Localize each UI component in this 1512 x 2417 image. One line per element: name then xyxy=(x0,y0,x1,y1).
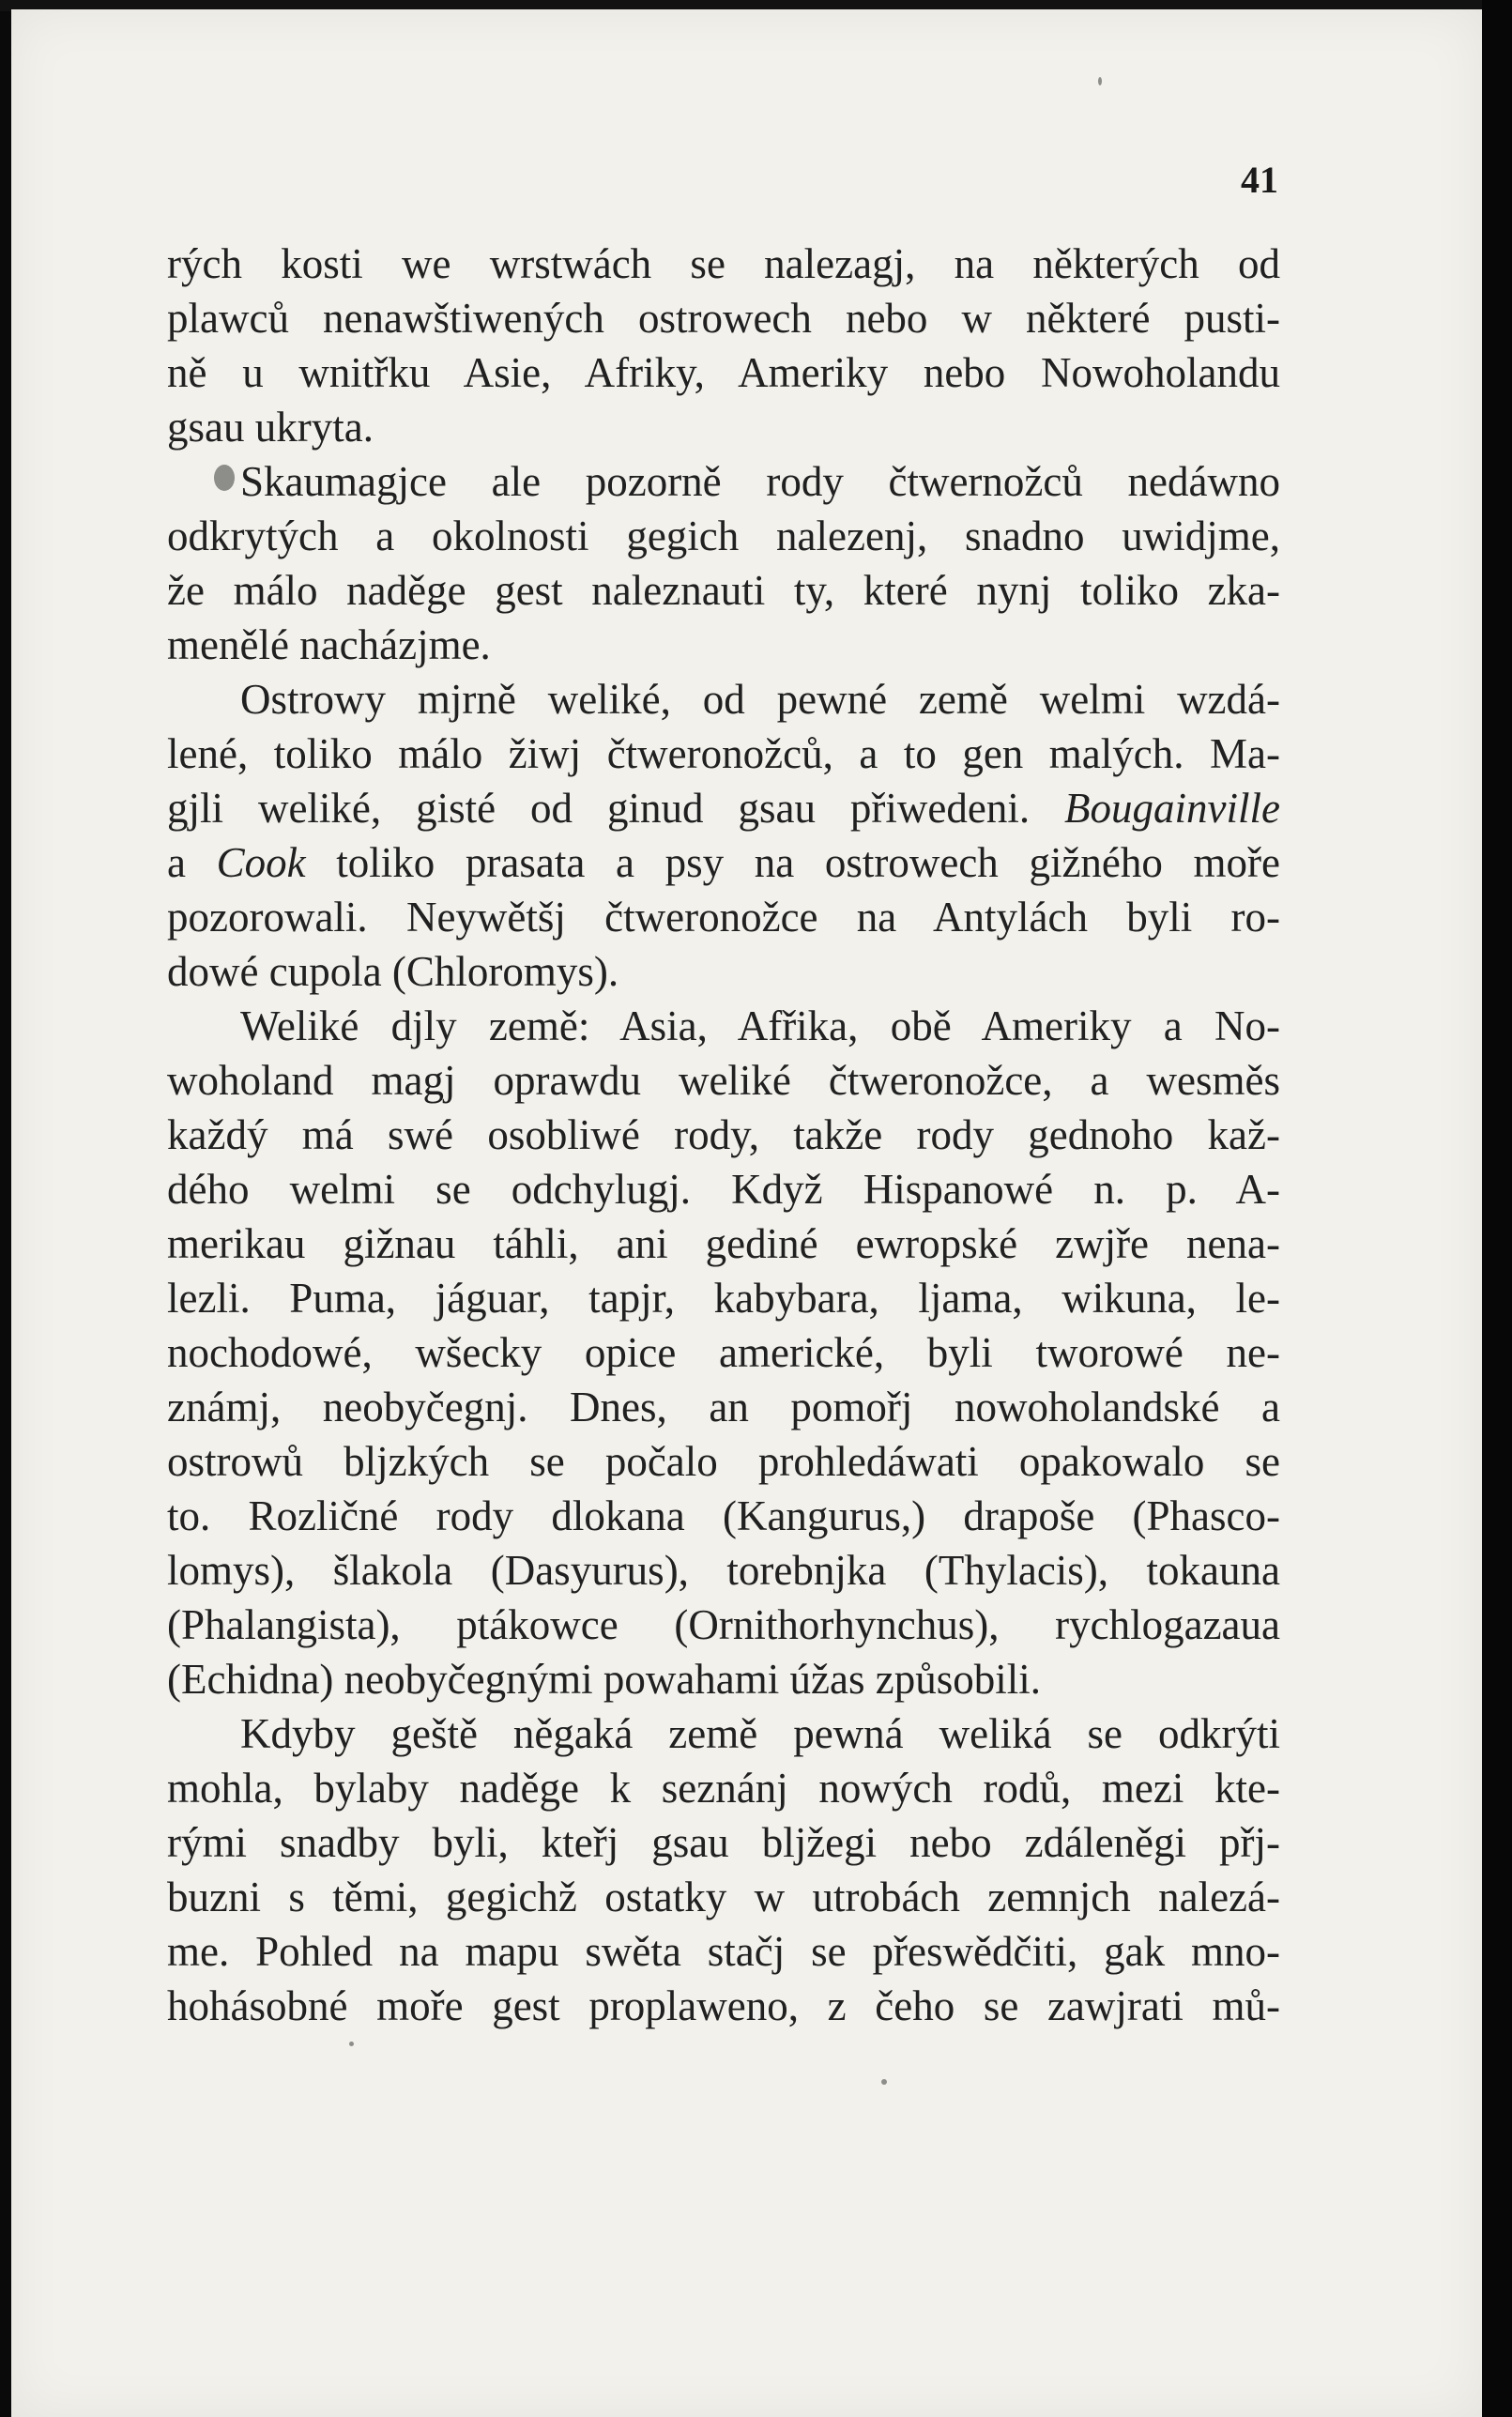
text-line: každý má swé osobliwé rody, takže rody gednoho kaž- xyxy=(167,1111,1280,1158)
paragraph-start-line: Kdyby geště něgaká země pewná weliká se odkrýti xyxy=(240,1710,1280,1757)
paragraph-start-line: Ostrowy mjrně weliké, od pewné země welmi wzdá- xyxy=(240,676,1280,723)
text-line: mohla, bylaby naděge k seznánj nowých rodů, mezi kte- xyxy=(167,1765,1280,1812)
page-number: 41 xyxy=(1241,159,1278,201)
text-line: lomys), šlakola (Dasyurus), torebnjka (Thylacis), tokauna xyxy=(167,1547,1280,1594)
text-line: známj, neobyčegnj. Dnes, an pomořj nowoholandské a xyxy=(167,1384,1280,1430)
text-line: nochodowé, wšecky opice americké, byli tworowé ne- xyxy=(167,1329,1280,1376)
text-line: ně u wnitřku Asie, Afriky, Ameriky nebo Nowoholandu xyxy=(167,349,1280,396)
text-line: woholand magj oprawdu weliké čtweronožce, a wesměs xyxy=(167,1057,1280,1104)
dust-speck xyxy=(881,2079,887,2085)
dust-speck xyxy=(349,2042,354,2046)
paragraph-start-line: Weliké djly země: Asia, Afřika, obě Ameriky a No- xyxy=(240,1002,1280,1049)
text-line-with-italic-name xyxy=(167,835,1280,890)
italic-name-bougainville: Bougainville xyxy=(1064,785,1280,832)
text-line: gsau ukryta. xyxy=(167,404,374,451)
text-line: ostrowů bljzkých se počalo prohledáwati opakowalo se xyxy=(167,1438,1280,1485)
text-line: lené, toliko málo žiwj čtweronožců, a to gen malých. Ma- xyxy=(167,730,1280,777)
text-line: rých kosti we wrstwách se nalezagj, na některých od xyxy=(167,240,1280,287)
text-line: (Phalangista), ptákowce (Ornithorhynchus), rychlogazaua xyxy=(167,1601,1280,1648)
text-line: pozorowali. Neywětšj čtweronožce na Antylách byli ro- xyxy=(167,894,1280,941)
text-line-with-italic-name xyxy=(167,781,1280,835)
text-line: hohásobné moře gest proplaweno, z čeho se zawjrati mů- xyxy=(167,1982,1280,2029)
book-page xyxy=(11,9,1482,2417)
text-line: dowé cupola (Chloromys). xyxy=(167,948,619,995)
text-line: me. Pohled na mapu swěta stačj se přeswědčiti, gak mno- xyxy=(167,1928,1280,1975)
text-line: plawců nenawštiwených ostrowech nebo w některé pusti- xyxy=(167,295,1280,342)
text-line: to. Rozličné rody dlokana (Kangurus,) drapoše (Phasco- xyxy=(167,1492,1280,1539)
text-line: menělé nacházjme. xyxy=(167,621,491,668)
line-text: toliko prasata a psy na ostrowech gižného moře xyxy=(336,839,1280,886)
text-line: buzni s těmi, gegichž ostatky w utrobách zemnjch nalezá- xyxy=(167,1874,1280,1920)
text-line: že málo naděge gest naleznauti ty, které nynj toliko zka- xyxy=(167,567,1280,614)
text-line: dého welmi se odchylugj. Když Hispanowé n. p. A- xyxy=(167,1166,1280,1213)
scan-right-border xyxy=(1482,0,1512,2417)
italic-name-cook: Cook xyxy=(216,839,306,886)
text-line: (Echidna) neobyčegnými powahami úžas způsobili. xyxy=(167,1656,1041,1703)
text-line: rými snadby byli, kteřj gsau bljžegi nebo zdáleněgi přj- xyxy=(167,1819,1280,1866)
line-text: gjli weliké, gisté od ginud gsau přiwedeni. xyxy=(167,785,1031,832)
text-line: odkrytých a okolnosti gegich nalezenj, snadno uwidjme, xyxy=(167,512,1280,559)
text-line: lezli. Puma, jáguar, tapjr, kabybara, ljama, wikuna, le- xyxy=(167,1275,1280,1322)
ink-blot xyxy=(214,465,235,491)
line-text: a xyxy=(167,839,186,886)
dust-speck xyxy=(1098,77,1102,85)
paragraph-start-line: Skaumagjce ale pozorně rody čtwernožců nedáwno xyxy=(240,458,1280,505)
text-line: merikau gižnau táhli, ani gediné ewropské zwjře nena- xyxy=(167,1220,1280,1267)
